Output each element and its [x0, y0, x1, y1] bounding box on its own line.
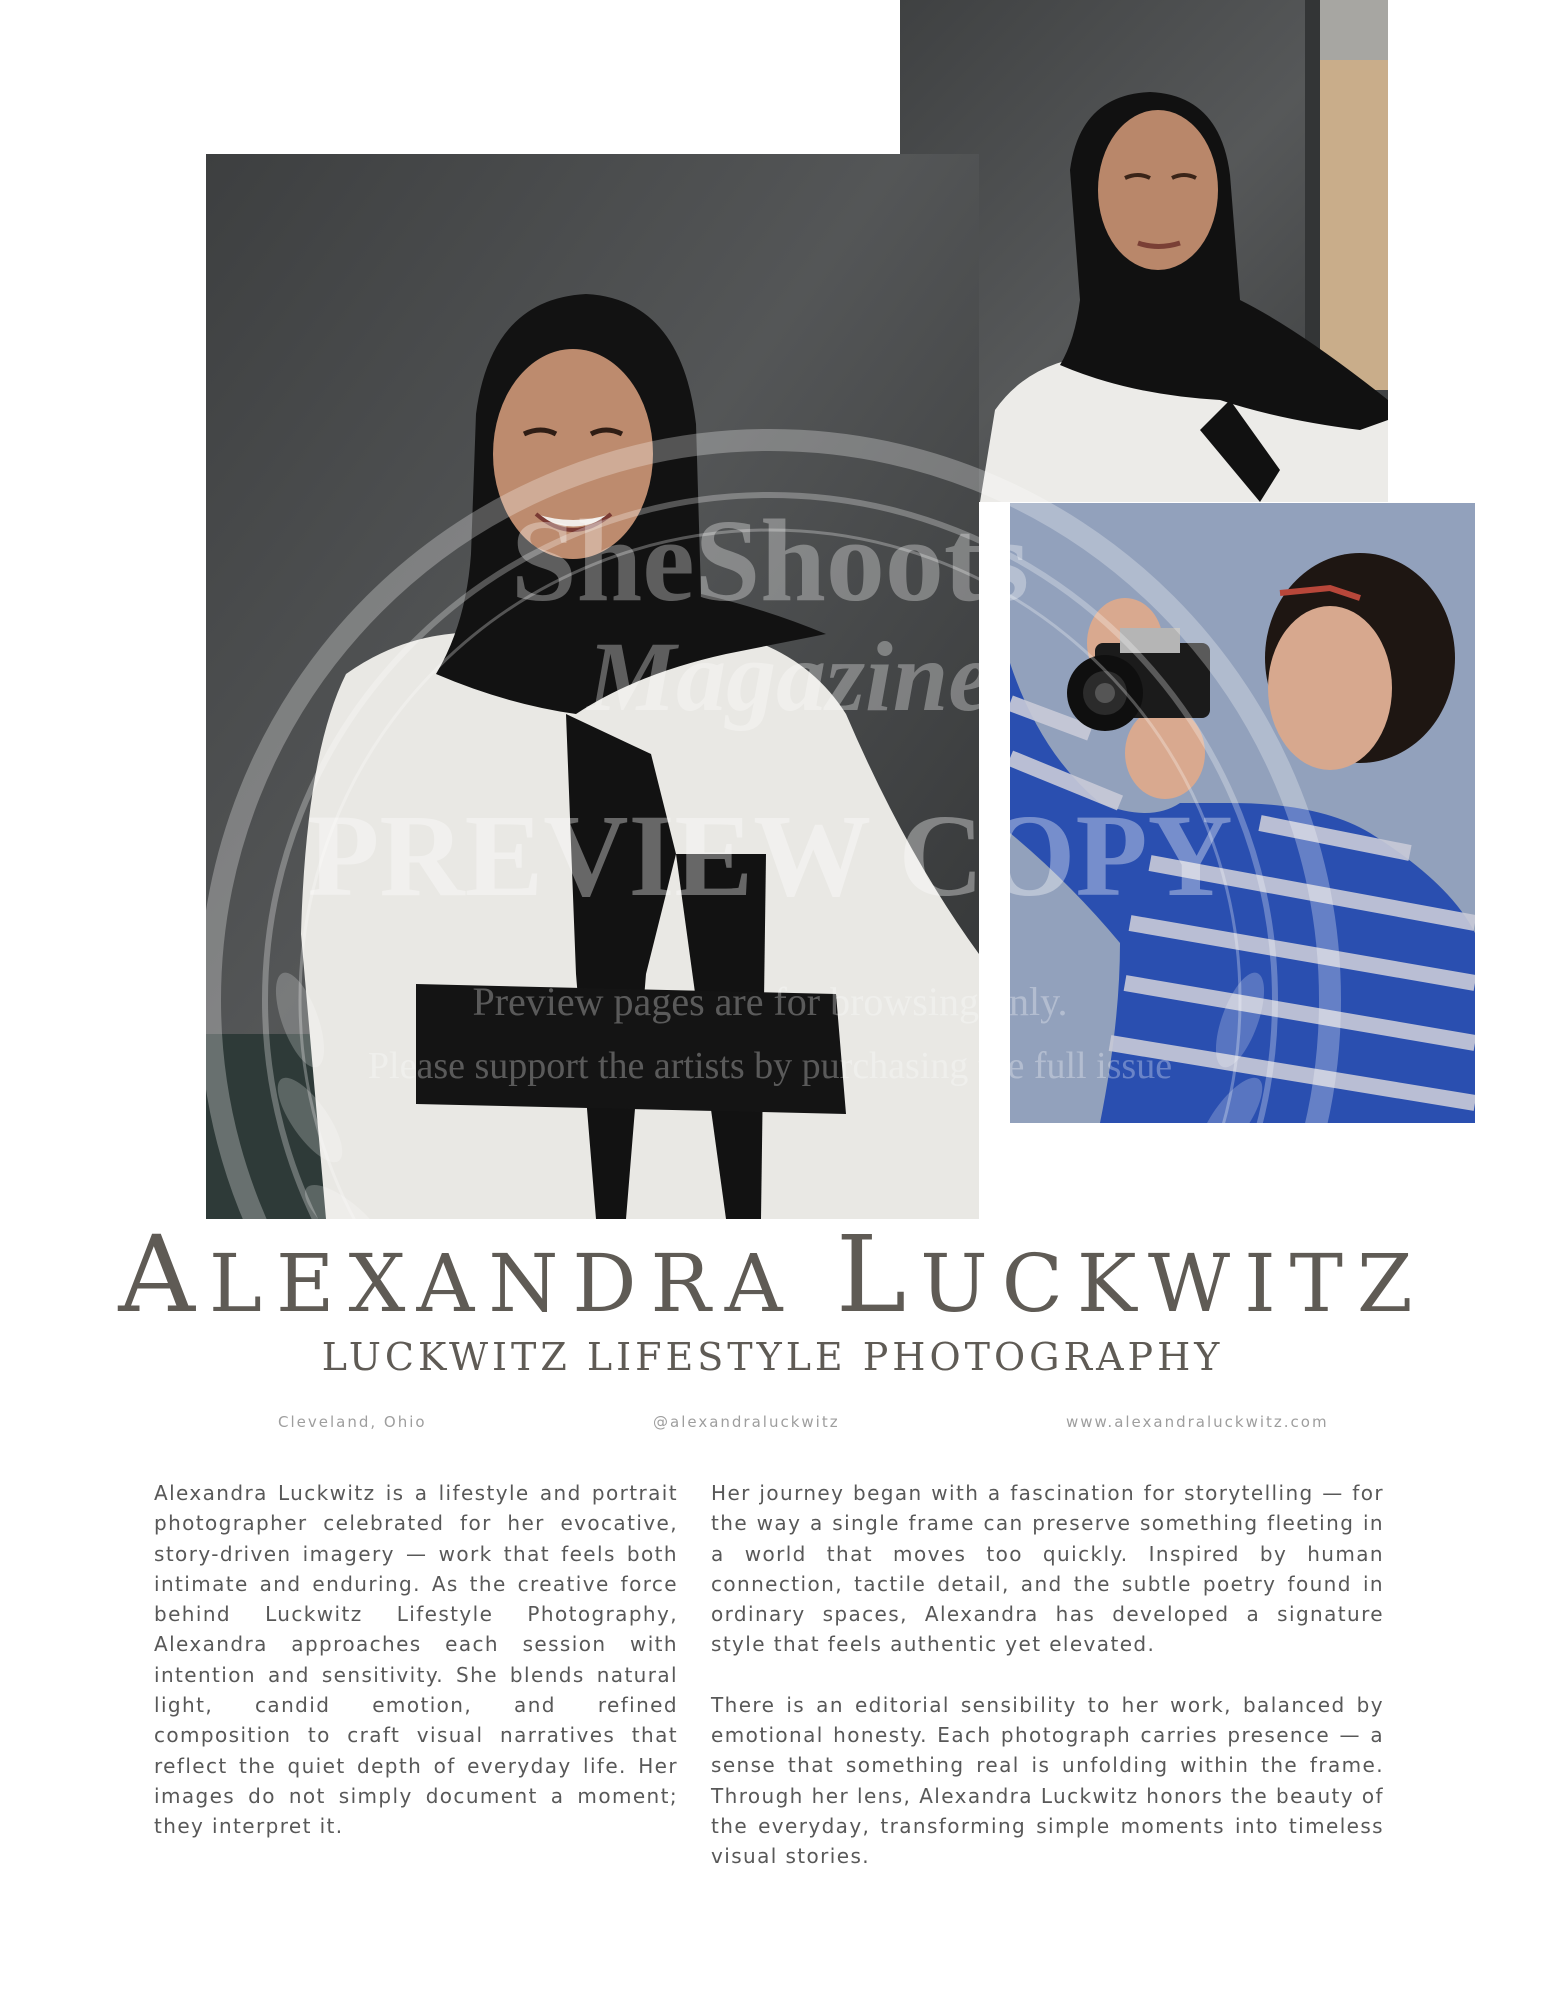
studio-name-subtitle: LUCKWITZ LIFESTYLE PHOTOGRAPHY	[321, 1335, 1224, 1379]
contact-location: Cleveland, Ohio	[278, 1413, 427, 1431]
photographer-with-camera-photo	[1010, 503, 1475, 1123]
name-rest-2: UCKWITZ	[920, 1237, 1427, 1330]
body-paragraph-left: Alexandra Luckwitz is a lifestyle and portrait photographer celebrated for her evocative, story-driven imagery — work that feels both intimate and enduring. As the creative force behind Luckwitz Lifestyle Photography, Alexandra approaches each session with intention and sensitivity. She blends natural light, candid emotion, and refined composition to craft visual narratives that reflect the quiet depth of everyday life. Her images do not simply document a moment; they interpret it.	[154, 1481, 678, 1839]
body-column-right	[711, 1478, 1384, 1872]
name-initial-1: A	[118, 1213, 209, 1336]
body-paragraph-right-1: Her journey began with a fascination for storytelling — for the way a single frame can preserve something fleeting in a world that moves too quickly. Inspired by human connection, tactile detail, and the subtle poetry found in ordinary spaces, Alexandra has developed a signature style that feels authentic yet elevated.	[711, 1481, 1384, 1657]
name-initial-2: L	[835, 1213, 921, 1336]
contact-social-handle: @alexandraluckwitz	[653, 1413, 840, 1431]
portrait-photo-main	[206, 154, 979, 1219]
photographer-name-title	[0, 1213, 1545, 1336]
watermark-brand-line2: Magazine	[587, 621, 993, 732]
body-paragraph-right-2: There is an editorial sensibility to her work, balanced by emotional honesty. Each photograph carries presence — a sense that something real is unfolding within the frame. Through her lens, Alexandra Luckwitz honors the beauty of the everyday, transforming simple moments into timeless visual stories.	[711, 1692, 1384, 1869]
watermark-stamp: PREVIEW COPY	[307, 790, 1233, 921]
watermark-notice-line2: Please support the artists by purchasing the full issue	[367, 1045, 1173, 1087]
body-column-left	[154, 1478, 678, 1842]
watermark-notice-line1: Preview pages are for browsing only.	[472, 979, 1068, 1024]
watermark-brand-line1: SheShoots	[510, 495, 1030, 626]
name-rest-1: LEXANDRA	[208, 1237, 836, 1330]
contact-website: www.alexandraluckwitz.com	[1066, 1413, 1329, 1431]
